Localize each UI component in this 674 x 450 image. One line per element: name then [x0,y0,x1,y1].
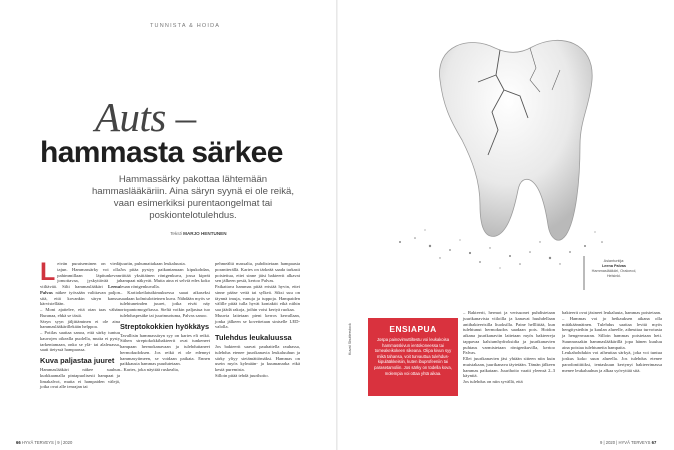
subheading-kuva: Kuva paljastaa juuret [40,356,115,365]
expert-caption [590,259,638,279]
dropcap: L [40,258,56,286]
expert-name: Leena Palvas [40,284,120,295]
subheading-streptokokit: Streptokokkien hyökkäys [120,321,210,331]
byline [170,231,227,236]
subheading-tulehdus: Tulehdus leukaluussa [215,333,292,342]
cracked-tooth-illustration [380,20,650,275]
byline-author: MARJO HENTUNEN [183,231,227,236]
article-column-2 [120,261,210,373]
page-gutter [336,0,338,450]
col3-p3: Muuvia laitetaan pieni kerros kerrallaan, jonka jälkeen se kovettetaan siniselle LED-valolla. [215,312,300,330]
article-column-1 [40,258,120,390]
caption-name: Leena Palvas [601,264,627,268]
article-column-3 [215,261,300,379]
first-aid-box [368,318,458,396]
caption-role: Hammaslääkäri, Oralcecd, Helsinki. [591,269,637,278]
col1-p1: eivän puraiseminen on viedä tajun. Hammassärky voi olla pahimmillaan läpitunkevan jomottavaa, jyskyttävää ja viiltävää. Silti hammaslääkäri [40,261,120,289]
article-column-4 [463,310,555,385]
col2-p1: juuriin, puhumattakaan leukaluusta. [120,261,186,266]
colR2-p1: bakteerit ovat jäsineet leukaluuta, hammas poistetaan. [562,310,662,315]
page-number-left: 66 [16,440,21,445]
col1-p2: – Moni ajattelee, että otan taas vähän Buranaa, ehkä se tästä. [40,307,120,318]
first-aid-text: Jospa painovimuttiltestu voi leukakoisa hammasskivun ientokoneessa tai tomeakeikokeen sikeana. Olipa kivun syy mikä tahansa, voit turvauttua tulehdus-kipulääkkeisiin, kuten ibuprofeeniin tai parasetamoliin. Jos särky on todella kova, molempia voi ottaa yhtä aikaa. [374,337,452,376]
col1-p5: Hammaslääkäri näkee suuhun kurkkaamalla pintapuolisesti hampaat ja limakalvot, mutta ei hampaiden välejä, jotka ovat alle ienrajan tai [40,367,120,390]
col3-p4: Jos bakteerit saavat pauhattella rauhassa, tulehdus etenee juurikanavia leukaluuhun ja särky yltyy sietämättömäksi. Hammas on usein myös kylmään- ja kuumanarka eikä kestä puremista. [215,344,300,372]
page-number-right: 67 [651,440,657,445]
first-aid-title: ENSIAPUA [389,324,437,334]
byline-label: Teksti [170,231,182,236]
article-column-5 [562,310,662,373]
section-kicker: TUNNISTA & HOIDA [150,23,221,29]
headline-line-2: hammasta särkee [40,136,283,169]
col2-p2: Jos pitäa pystyy paikantamaan kipukohdan, riittää yksittäinen röntgenkuva, jossa kipeät hampaat näkyvät. Mutta aina ei selviä edes koko leuan röntgenkuvalla. [120,266,210,289]
headline-line-1: Auts – [95,94,196,140]
photo-credit: Kuvat Shutterstock [348,323,352,355]
col3-p1: pehmeältä massalta, puhdistetaan hampaasta porantterällä. Karies on tärkeää saada tarkasti poistettua, ettei sinne jäisi bakteerit alkavat sen jälkeen pesiä, kertoo Palvas. [215,261,300,284]
tooth-shape [440,40,593,240]
footer-left-text: HYVÄ TERVEYS | 9 | 2020 [21,440,73,445]
col3-p5: Silloin pitää tehdä juurihoito. [215,372,269,378]
colR2-p3: Leukahohdukin voi aiheuttaa särkyä, joka voi tuntua joskus koko suun alueella. Jos tulehdus etenee parodontiittiksi, ientaskuun kertynyt bakteerimassa menee leukaluuhun ja alkaa syövyttää sitä. [562,350,662,373]
col2-p4: Tavallisin hammassäryn syy on karies eli reikä. Siihen streptokokkibakteerit ovat tunkeneet hampaan hermokanavaan ja tulehduttaneet hermokudoksen. Jos reikä ei ole edennyt hammasytimeen, se voidaan paikata. Ennen paikkausta hammas puudutetaan. [120,332,210,367]
col3-p2: Paikattava hammas pitää eristää hyvin, ettei sinne pääse vettä tai sylkeä. Siksi suu on täynnä imuja, vanuja ja tuppoja. Hampaiden välille pitää tulla hyvät kontaktit eikä niihin saa jäädä rakoja, joihin voisi kertyä ruokaa. [215,284,300,312]
col1-p4: – Potilas saattaa sanoa, että särky tuntuu kauvojen oikealla puolella, mutta ei pysty tarkentamaan, onko se ylä- tai alaleuassa, saati tietyssä hampaassa. [40,330,120,353]
col1-p3: Säryn syyn jäljittäminen ei ole aina hammaslääkärillekään helppoa. [40,318,120,330]
colR1-p1: – Bakteerit, hermot ja verisuonet puhdistetaan juurikanavista viiloilla ja kanavat huuhdellaan antibakteerisilla liuoksilla. Paine helllittää, kun tulehtunut hermokudos saadaan pois. Hoidon aikana juurikanaviin laitetaan myös bakteereja tappavaa kalsiumhydroksidia ja juurikanavien puhtaus varmistetaan röntgenkuvilla, kertoo Palvas. [463,310,555,356]
caption-label: Asiantuntija: [603,259,625,263]
debris-particles [399,229,603,268]
footer-right-text: 9 | 2020 | HYVÄ TERVEYS [600,440,651,445]
lead-paragraph: Hammassärky pakottaa lähtemään hammaslääkäriin. Aina säryn syynä ei ole reikä, vaan esimerkiksi purentaongelmat tai poskiontelotulehdus. [91,174,295,221]
col2-p5: – Karies, joka näyttää ruskealta, [120,367,179,372]
footer-right [600,440,656,445]
colR2-p2: – Hammas voi jo hetkauksen aikana olla mitäkäännäinen. Tulehdus saattaa levitä myös hengitysteihin ja kaulan alueelle, aiheuttaa turvotusta ja hengenvaaran. Silloin hammas poistetaan heti. Suunnassakin hammaslääkärillä jopa hänen kuuluu aina poistaa tulehtuneita hampaita. [562,315,662,350]
colR1-p3: Jos tulehdus on niin syvällä, että [463,379,523,384]
colR1-p2: Ellei juurikanavien jäsi yhtään sitteen niin kuin muistakaan, juurikanava täytetään. Tämän jälkeen hammas paikataan. Juurihoito vaatii yleensä 2–3 käyntiä. [463,356,556,379]
col2-p3: – Kartiokeilatutkimuksessa saaat aikaseksi saadaan kolmiulotteinen kuva. Nähdään myös se tulehtuneinden juuret, jotka eivät näy ortopantomogrfiassa. Sieltä voikin paljastua tuo tulehduspesäke tai juurimurtuma, Palvas sanoo. [120,289,210,318]
col1-p1b: näkee työssään valittavan paljon sitä, että kovankin säryn kanssa kärvistellään. [40,289,120,307]
caption-rule [583,256,585,290]
footer-left [16,440,72,445]
